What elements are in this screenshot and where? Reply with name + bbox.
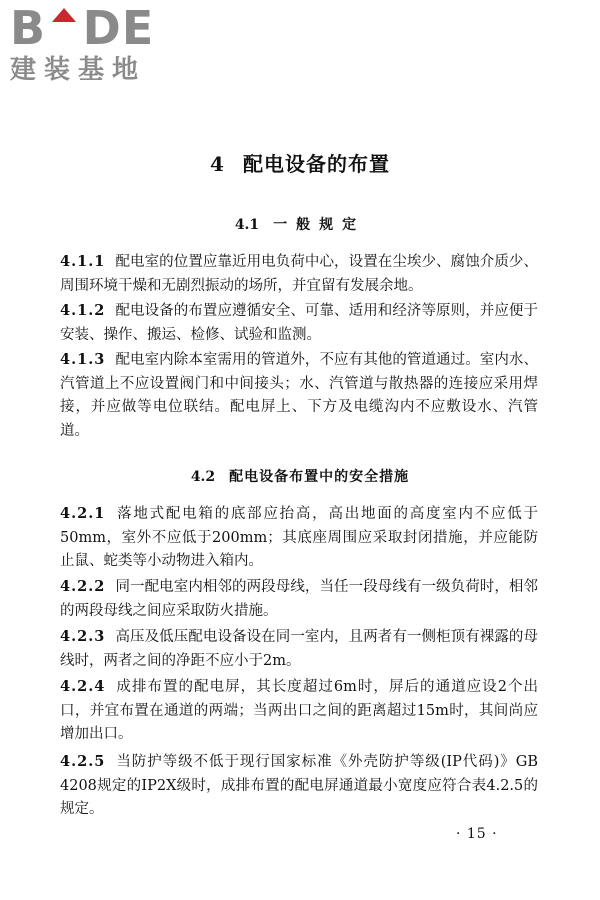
clause-number: 4.2.3 <box>60 628 106 645</box>
clause-paragraph <box>60 250 538 298</box>
logo-triangle-icon <box>52 8 76 22</box>
section-title <box>0 466 600 486</box>
clause-number: 4.2.5 <box>60 753 106 770</box>
clause-number: 4.1.1 <box>60 253 106 270</box>
clause-paragraph <box>60 675 538 747</box>
logo-letter-b: B <box>10 1 47 55</box>
clause-number: 4.2.4 <box>60 678 106 695</box>
clause-paragraph <box>60 575 538 623</box>
clause-paragraph <box>60 750 538 822</box>
chapter-title <box>0 148 600 177</box>
section-title-text: 一般规定 <box>273 217 366 233</box>
chapter-number: 4 <box>210 152 225 176</box>
clause-number: 4.2.1 <box>60 505 106 522</box>
clause-number: 4.1.2 <box>60 302 106 319</box>
clause-text: 落地式配电箱的底部应抬高，高出地面的高度室内不应低于50mm，室外不应低于200mm；其底座周围应采取封闭措施，并应能防止鼠、蛇类等小动物进入箱内。 <box>60 506 538 569</box>
clause-text: 高压及低压配电设备设在同一室内，且两者有一侧柜顶有裸露的母线时，两者之间的净距不应小于2m。 <box>60 629 538 669</box>
clause-number: 4.1.3 <box>60 351 106 368</box>
section-title-text: 配电设备布置中的安全措施 <box>229 469 410 485</box>
clause-paragraph <box>60 625 538 673</box>
clause-text: 配电室的位置应靠近用电负荷中心，设置在尘埃少、腐蚀介质少、周围环境干燥和无剧烈振动的场所，并宜留有发展余地。 <box>60 254 538 294</box>
clause-paragraph <box>60 299 538 347</box>
clause-paragraph <box>60 348 538 443</box>
clause-text: 成排布置的配电屏，其长度超过6m时，屏后的通道应设2个出口，并宜布置在通道的两端；当两出口之间的距离超过15m时，其间尚应增加出口。 <box>60 679 538 742</box>
section-number: 4.2 <box>190 469 216 485</box>
chapter-title-text: 配电设备的布置 <box>242 152 390 176</box>
clause-number: 4.2.2 <box>60 578 106 595</box>
logo-letter-a <box>46 2 83 54</box>
section-title <box>0 214 600 234</box>
clause-text: 配电室内除本室需用的管道外，不应有其他的管道通过。室内水、汽管道上不应设置阀门和中间接头；水、汽管道与散热器的连接应采用焊接，并应做等电位联结。配电屏上、下方及电缆沟内不应敷设水、汽管道。 <box>60 352 538 439</box>
logo-subtitle: 建装基地 <box>10 55 147 85</box>
clause-text: 当防护等级不低于现行国家标准《外壳防护等级(IP代码)》GB 4208规定的IP2X级时，成排布置的配电屏通道最小宽度应符合表4.2.5的规定。 <box>60 754 538 817</box>
logo-wordmark <box>10 2 175 54</box>
section-number: 4.1 <box>234 217 260 233</box>
clause-paragraph <box>60 502 538 574</box>
page-number: · 15 · <box>456 826 498 842</box>
clause-text: 配电设备的布置应遵循安全、可靠、适用和经济等原则，并应便于安装、操作、搬运、检修、试验和监测。 <box>60 303 538 343</box>
brand-logo <box>10 2 175 86</box>
logo-letters-de: DE <box>82 1 155 55</box>
clause-text: 同一配电室内相邻的两段母线，当任一段母线有一级负荷时，相邻的两段母线之间应采取防火措施。 <box>60 579 538 619</box>
